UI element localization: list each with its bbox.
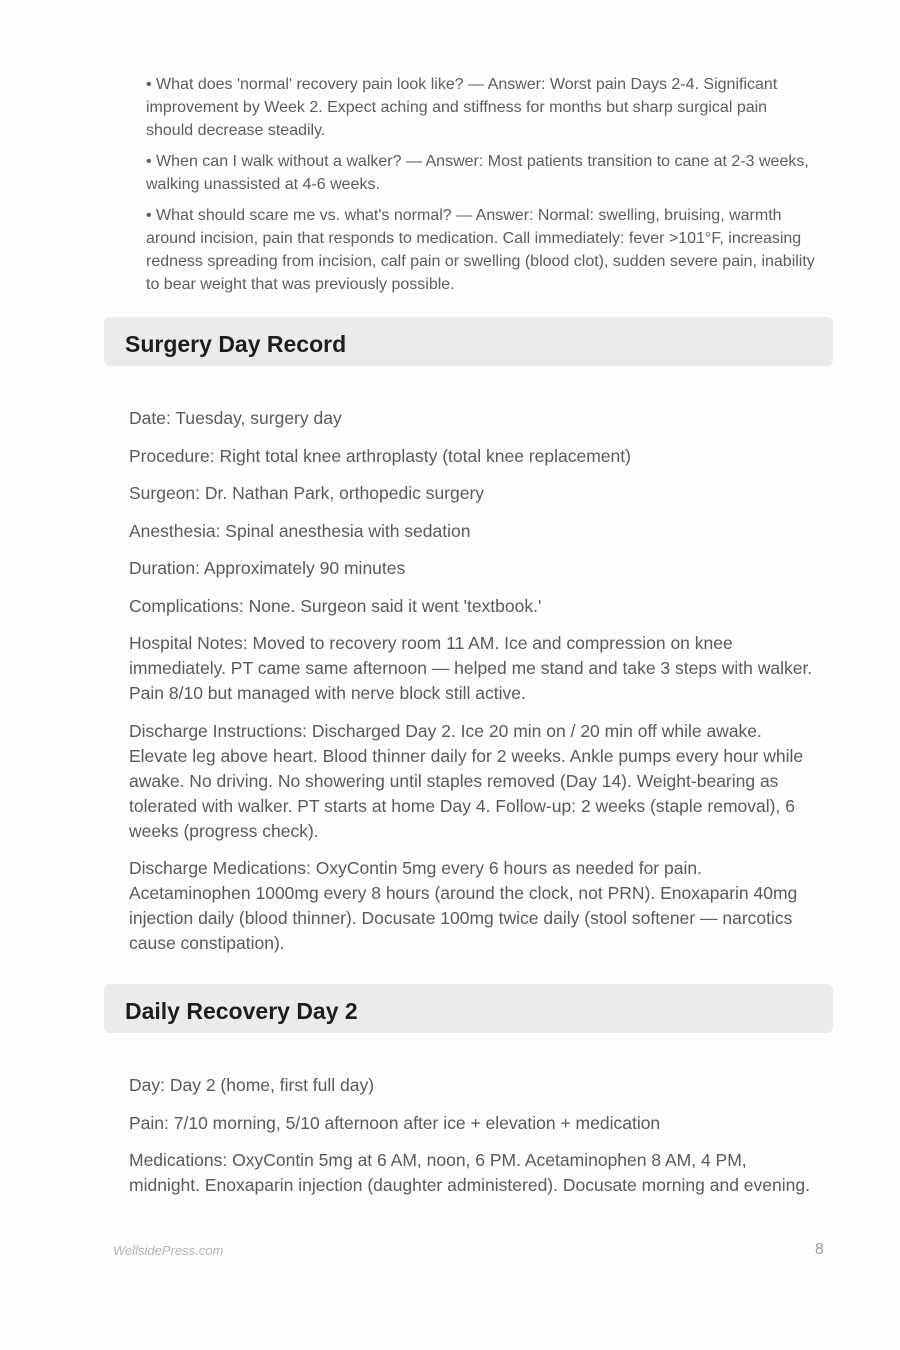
field-anesthesia: Anesthesia: Spinal anesthesia with sedation <box>129 520 471 541</box>
field-procedure: Procedure: Right total knee arthroplasty (total knee replacement) <box>129 445 631 466</box>
section-title: Daily Recovery Day 2 <box>125 998 358 1024</box>
section-header-surgery-day <box>104 317 833 366</box>
field-complications: Complications: None. Surgeon said it went 'textbook.' <box>129 595 542 616</box>
field-hospital-notes: Hospital Notes: Moved to recovery room 11 AM. Ice and compression on knee immediately. PT came same afternoon — helped me stand and take 3 steps with walker. Pain 8/10 but managed with nerve block still active. <box>129 633 813 703</box>
surgery-day-fields <box>129 406 819 969</box>
faq-list <box>146 73 818 304</box>
field-date: Date: Tuesday, surgery day <box>129 408 342 428</box>
field-medications: Medications: OxyContin 5mg at 6 AM, noon, 6 PM. Acetaminophen 8 AM, 4 PM, midnight. Enoxaparin injection (daughter administered). Docusate morning and evening. <box>129 1150 810 1195</box>
publisher-footer: WellsidePress.com <box>113 1243 224 1258</box>
page-number: 8 <box>815 1241 824 1258</box>
field-pain: Pain: 7/10 morning, 5/10 afternoon after ice + elevation + medication <box>129 1112 661 1133</box>
day-2-fields <box>129 1073 819 1211</box>
field-duration: Duration: Approximately 90 minutes <box>129 558 406 578</box>
faq-item: • When can I walk without a walker? — Answer: Most patients transition to cane at 2-3 weeks, walking unassisted at 4-6 weeks. <box>146 153 809 193</box>
faq-item: • What does 'normal' recovery pain look like? — Answer: Worst pain Days 2-4. Significant improvement by Week 2. Expect aching and stiffness for months but sharp surgical pain should decrease steadily. <box>146 76 778 139</box>
field-discharge-instructions: Discharge Instructions: Discharged Day 2. Ice 20 min on / 20 min off while awake. Elevate leg above heart. Blood thinner daily for 2 weeks. Ankle pumps every hour while awake. No driving. No showering until staples removed (Day 14). Weight-bearing as tolerated with walker. PT starts at home Day 4. Follow-up: 2 weeks (staple removal), 6 weeks (progress check). <box>129 720 804 841</box>
field-day: Day: Day 2 (home, first full day) <box>129 1075 375 1095</box>
section-title: Surgery Day Record <box>125 331 347 357</box>
faq-item: • What should scare me vs. what's normal? — Answer: Normal: swelling, bruising, warmth around incision, pain that responds to medication. Call immediately: fever >101°F, increasing redness spreading from incision, calf pain or swelling (blood clot), sudden severe pain, inability to bear weight that was previously possible. <box>146 207 815 293</box>
field-surgeon: Surgeon: Dr. Nathan Park, orthopedic surgery <box>129 483 485 503</box>
section-header-day-2 <box>104 984 833 1033</box>
field-discharge-medications: Discharge Medications: OxyContin 5mg every 6 hours as needed for pain. Acetaminophen 1000mg every 8 hours (around the clock, not PRN). Enoxaparin 40mg injection daily (blood thinner). Docusate 100mg twice daily (stool softener — narcotics cause constipation). <box>129 858 798 953</box>
